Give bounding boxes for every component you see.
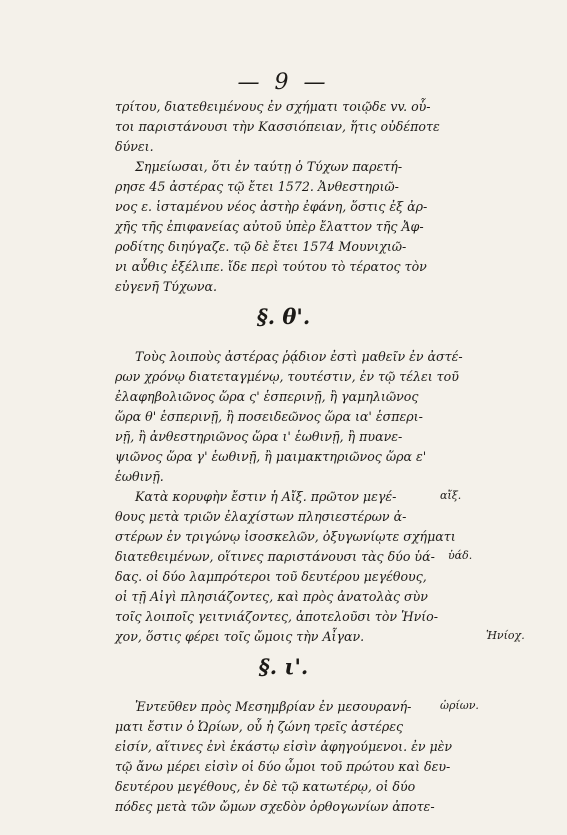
- text-line: χῆς τῆς ἐπιφανείας αὐτοῦ ὑπὲρ ἔλαττον τῆς Ἀφ-: [115, 219, 424, 234]
- text-line: τρίτου, διατεθειμένους ἐν σχήματι τοιῷδε vv. οὗ-: [115, 99, 431, 114]
- section-heading-theta: §. θ'.: [256, 304, 311, 329]
- text-line: ἑωθινῇ.: [115, 469, 164, 484]
- text-line: εἰσίν, αἵτινες ἐνὶ ἑκάστῳ εἰσὶν ἀφηγούμενοι. ἐν μὲν: [115, 739, 453, 754]
- text-line: δύνει.: [115, 139, 154, 154]
- text-line: Ἐντεῦθεν πρὸς Μεσημβρίαν ἐν μεσουρανή-: [135, 699, 412, 714]
- text-line: στέρων ἐν τριγώνῳ ἰσοσκελῶν, ὀξυγωνίῳτε σχήματι: [115, 529, 456, 544]
- text-line: τοῖς λοιποῖς γειτνιάζοντες, ἀποτελοῦσι τὸν Ἡνίο-: [115, 609, 439, 624]
- text-line: ρησε 45 ἀστέρας τῷ ἔτει 1572. Ἀνθεστηριῶ-: [115, 179, 399, 194]
- text-line: δευτέρου μεγέθους, ἐν δὲ τῷ κατωτέρῳ, οἱ δύο: [115, 779, 416, 794]
- text-line: εὐγενῆ Τύχωνα.: [115, 279, 218, 294]
- text-line: ροδίτης διηύγαζε. τῷ δὲ ἔτει 1574 Μουνιχιῶ-: [115, 239, 407, 254]
- margin-note-hyades: ὑάδ.: [448, 549, 473, 562]
- text-line: ὥρα θ' ἑσπερινῇ, ἢ ποσειδεῶνος ὥρα ια' ἑσπερι-: [115, 409, 423, 424]
- text-line: ψιῶνος ὥρα γ' ἑωθινῇ, ἢ μαιμακτηριῶνος ὥρα ε': [115, 449, 427, 464]
- text-line: τοι παριστάνουσι τὴν Κασσιόπειαν, ἥτις οὐδέποτε: [115, 119, 440, 134]
- text-line: πόδες μετὰ τῶν ὤμων σχεδὸν ὀρθογωνίων ἀποτε-: [115, 799, 435, 814]
- text-line: ρων χρόνῳ διατεταγμένῳ, τουτέστιν, ἐν τῷ τέλει τοῦ: [115, 369, 459, 384]
- margin-note-aix: αἴξ.: [440, 489, 462, 502]
- margin-note-heniochos: Ἡνίοχ.: [486, 629, 525, 642]
- text-line: οἱ τῇ Αἰγὶ πλησιάζοντες, καὶ πρὸς ἀνατολὰς σὺν: [115, 589, 428, 604]
- text-line: ματι ἔστιν ὁ Ὠρίων, οὗ ἡ ζώνη τρεῖς ἀστέρες: [115, 719, 404, 734]
- text-line: νος ε. ἱσταμένου νέος ἀστὴρ ἐφάνη, ὅστις ἐξ ἀρ-: [115, 199, 428, 214]
- text-line: χον, ὅστις φέρει τοῖς ὤμοις τὴν Αἶγαν.: [115, 629, 365, 644]
- text-line: διατεθειμένων, οἵτινες παριστάνουσι τὰς δύο ὑά-: [115, 549, 435, 564]
- text-line: Τοὺς λοιποὺς ἀστέρας ῥᾴδιον ἐστὶ μαθεῖν ἐν ἀστέ-: [135, 349, 463, 364]
- text-line: Κατὰ κορυφὴν ἔστιν ἡ Αἴξ. πρῶτον μεγέ-: [135, 489, 397, 504]
- page-number: — 9 —: [237, 70, 330, 95]
- margin-note-orion: ὠρίων.: [440, 699, 479, 712]
- text-line: Σημείωσαι, ὅτι ἐν ταύτῃ ὁ Τύχων παρετή-: [135, 159, 403, 174]
- text-line: θους μετὰ τριῶν ἐλαχίστων πλησιεστέρων ἀ-: [115, 509, 407, 524]
- text-line: νῇ, ἢ ἀνθεστηριῶνος ὥρα ι' ἑωθινῇ, ἢ πυανε-: [115, 429, 403, 444]
- section-heading-iota: §. ι'.: [258, 654, 309, 679]
- text-line: ἐλαφηβολιῶνος ὥρα ς' ἑσπερινῇ, ἢ γαμηλιῶνος: [115, 389, 419, 404]
- text-line: τῷ ἄνω μέρει εἰσὶν οἱ δύο ὦμοι τοῦ πρώτου καὶ δευ-: [115, 759, 451, 774]
- text-line: δας. οἱ δύο λαμπρότεροι τοῦ δευτέρου μεγέθους,: [115, 569, 427, 584]
- text-line: νι αὖθις ἐξέλιπε. ἴδε περὶ τούτου τὸ τέρατος τὸν: [115, 259, 427, 274]
